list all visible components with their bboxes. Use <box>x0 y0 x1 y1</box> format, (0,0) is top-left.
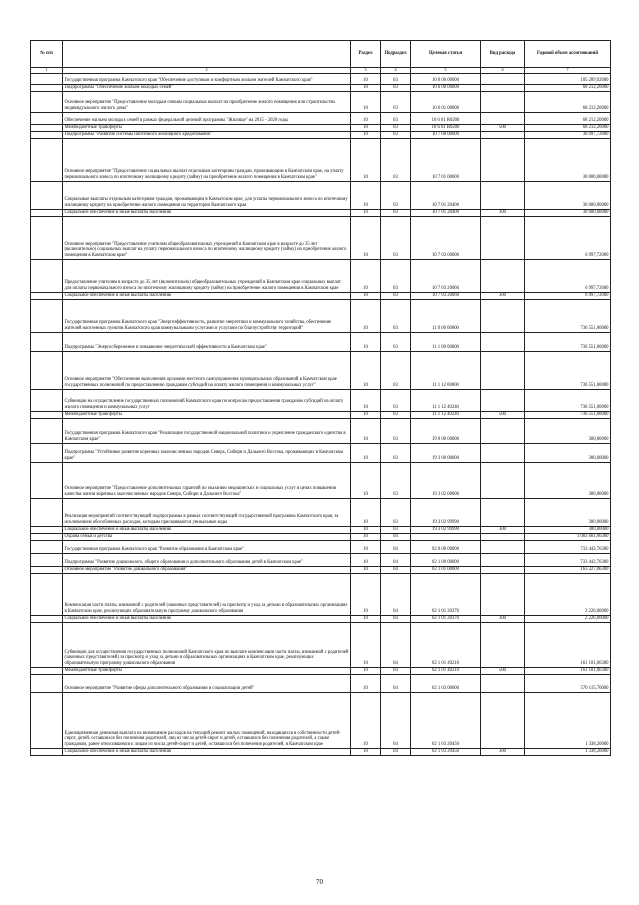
amount-cell: 161 101,06300 <box>525 667 611 674</box>
razdel-cell: 10 <box>351 292 381 299</box>
amount-cell: 68 212,20000 <box>525 84 611 91</box>
table-row <box>31 667 611 674</box>
razdel-cell: 10 <box>351 73 381 84</box>
row-number-cell <box>31 573 63 615</box>
table-row <box>31 216 611 259</box>
podrazdel-cell: 03 <box>381 181 411 209</box>
amount-cell: 300,00000 <box>525 443 611 462</box>
row-number-cell <box>31 498 63 526</box>
target-article-cell: 10 7 03 00000 <box>411 216 481 259</box>
amount-cell: 736 551,00000 <box>525 389 611 411</box>
podrazdel-cell: 03 <box>381 112 411 124</box>
row-number-cell <box>31 389 63 411</box>
amount-cell: 736 551,00000 <box>525 332 611 351</box>
razdel-cell: 10 <box>351 209 381 216</box>
row-number-cell <box>31 84 63 91</box>
podrazdel-cell: 03 <box>381 292 411 299</box>
razdel-cell: 10 <box>351 332 381 351</box>
target-article-cell: 10 6 01 R0200 <box>411 124 481 131</box>
column-number: 6 <box>481 68 525 74</box>
table-row <box>31 443 611 462</box>
podrazdel-cell: 04 <box>381 674 411 692</box>
expense-type-cell <box>481 299 525 332</box>
column-number: 3 <box>351 68 381 74</box>
target-article-cell: 02 1 01 20370 <box>411 573 481 615</box>
razdel-cell: 10 <box>351 124 381 131</box>
table-row <box>31 131 611 138</box>
table-row <box>31 91 611 112</box>
amount-cell: 2 226,00000 <box>525 615 611 622</box>
expense-type-cell <box>481 622 525 667</box>
row-number-cell <box>31 131 63 138</box>
podrazdel-cell: 04 <box>381 692 411 748</box>
expense-type-cell <box>481 573 525 615</box>
row-name-cell: Субвенции на осуществление государственных полномочий Камчатского края по вопросам предоставления гражданам субсидий на оплату жилого помещения и коммунальных услуг <box>63 389 351 411</box>
razdel-cell: 10 <box>351 112 381 124</box>
table-row <box>31 124 611 131</box>
amount-cell: 733 442,76300 <box>525 540 611 553</box>
expense-type-cell <box>481 462 525 498</box>
podrazdel-cell: 03 <box>381 462 411 498</box>
row-number-cell <box>31 351 63 389</box>
row-name-cell: Подпрограмма "Обеспечение жильем молодых семей" <box>63 84 351 91</box>
expense-type-cell <box>481 498 525 526</box>
target-article-cell: 10 7 01 20400 <box>411 181 481 209</box>
razdel-cell: 10 <box>351 84 381 91</box>
table-row <box>31 553 611 566</box>
row-name-cell: Основное мероприятие "Обеспечение выполнения органами местного самоуправления муниципальных образований в Камчатском крае государственных полномочий по предоставлению гражданам субсидий на оплату жилого помещения и коммунальных услуг" <box>63 351 351 389</box>
amount-cell: 105 209,92000 <box>525 73 611 84</box>
expense-type-cell <box>481 91 525 112</box>
row-number-cell <box>31 553 63 566</box>
amount-cell: 36 997,72000 <box>525 131 611 138</box>
razdel-cell: 10 <box>351 526 381 533</box>
row-number-cell <box>31 526 63 533</box>
expense-type-cell: 300 <box>481 209 525 216</box>
target-article-cell <box>411 533 481 540</box>
amount-cell: 300,00000 <box>525 498 611 526</box>
amount-cell: 68 212,20000 <box>525 91 611 112</box>
row-name-cell: Подпрограмма "Развитие системы ипотечного жилищного кредитования" <box>63 131 351 138</box>
podrazdel-cell: 03 <box>381 131 411 138</box>
expense-type-cell <box>481 181 525 209</box>
table-row <box>31 181 611 209</box>
expense-type-cell: 300 <box>481 615 525 622</box>
table-row <box>31 84 611 91</box>
row-name-cell: Государственная программа Камчатского края "Обеспечение доступным и комфортным жильем жителей Камчатского края" <box>63 73 351 84</box>
row-name-cell: Основное мероприятие "Предоставление учителям общеобразовательных учреждений в Камчатском крае в возрасте до 35 лет (включительно) социальных выплат на уплату первоначального взноса по ипотечному жилищному кредиту (займу) на приобретение жилого помещения в Камчатском крае" <box>63 216 351 259</box>
razdel-cell: 10 <box>351 443 381 462</box>
column-number: 2 <box>63 68 351 74</box>
row-number-cell <box>31 615 63 622</box>
expense-type-cell <box>481 332 525 351</box>
target-article-cell: 10 7 01 20400 <box>411 209 481 216</box>
row-name-cell: Межбюджетные трансферты <box>63 411 351 418</box>
razdel-cell: 10 <box>351 748 381 755</box>
target-article-cell: 11 1 12 00000 <box>411 351 481 389</box>
table-row <box>31 332 611 351</box>
target-article-cell: 19 3 02 99990 <box>411 526 481 533</box>
row-number-cell <box>31 292 63 299</box>
header-podrazdel: Подраздел <box>381 41 411 68</box>
expense-type-cell: 500 <box>481 667 525 674</box>
amount-cell: 1 338,20000 <box>525 692 611 748</box>
row-number-cell <box>31 112 63 124</box>
amount-cell: 68 212,20000 <box>525 124 611 131</box>
amount-cell: 6 997,72000 <box>525 216 611 259</box>
row-name-cell: Основное мероприятие "Развитие дошкольного образования" <box>63 566 351 573</box>
razdel-cell: 10 <box>351 573 381 615</box>
row-name-cell: Социальное обеспечение и иные выплаты населению <box>63 526 351 533</box>
podrazdel-cell: 04 <box>381 573 411 615</box>
podrazdel-cell: 03 <box>381 498 411 526</box>
podrazdel-cell: 03 <box>381 443 411 462</box>
row-number-cell <box>31 209 63 216</box>
row-name-cell: Компенсация части платы, взимаемой с родителей (законных представителей) за присмотр и уход за детьми в образовательных организациях в Камчатском крае, реализующих образовательную программу дошкольного образования <box>63 573 351 615</box>
row-number-cell <box>31 418 63 443</box>
table-row <box>31 566 611 573</box>
amount-cell: 736 551,00000 <box>525 299 611 332</box>
table-row <box>31 138 611 181</box>
target-article-cell: 10 7 01 00000 <box>411 138 481 181</box>
row-number-cell <box>31 216 63 259</box>
target-article-cell: 02 1 03 20450 <box>411 748 481 755</box>
podrazdel-cell: 03 <box>381 91 411 112</box>
amount-cell: 161 101,06300 <box>525 622 611 667</box>
row-name-cell: Государственная программа Камчатского края "Реализация государственной национальной политики и укрепление гражданского единства в Камчатском крае" <box>63 418 351 443</box>
razdel-cell: 10 <box>351 667 381 674</box>
table-row <box>31 622 611 667</box>
amount-cell: 1 338,20000 <box>525 748 611 755</box>
table-row <box>31 292 611 299</box>
amount-cell: 30 000,00000 <box>525 138 611 181</box>
razdel-cell: 10 <box>351 498 381 526</box>
table-row <box>31 748 611 755</box>
row-name-cell: Подпрограмма "Энергосбережение и повышение энергетической эффективности в Камчатском крае" <box>63 332 351 351</box>
expense-type-cell <box>481 566 525 573</box>
row-name-cell: Предоставление учителям в возрасте до 35 лет (включительно) общеобразовательных учреждений в Камчатском крае социальных выплат для оплаты первоначального взноса по ипотечному жилищному кредиту (займу) на приобретение жилого помещения в Камчатском крае <box>63 259 351 292</box>
row-name-cell: Охрана семьи и детства <box>63 533 351 540</box>
expense-type-cell: 300 <box>481 292 525 299</box>
amount-cell: 6 997,72000 <box>525 259 611 292</box>
amount-cell: 733 442,76300 <box>525 553 611 566</box>
table-row <box>31 299 611 332</box>
amount-cell: 2 226,00000 <box>525 573 611 615</box>
expense-type-cell: 500 <box>481 411 525 418</box>
expense-type-cell <box>481 540 525 553</box>
budget-table <box>30 40 611 756</box>
header-razdel: Раздел <box>351 41 381 68</box>
row-name-cell: Межбюджетные трансферты <box>63 124 351 131</box>
expense-type-cell: 300 <box>481 748 525 755</box>
podrazdel-cell: 03 <box>381 351 411 389</box>
razdel-cell: 10 <box>351 181 381 209</box>
table-row <box>31 112 611 124</box>
target-article-cell: 02 1 01 00000 <box>411 566 481 573</box>
header-annual-amount: Годовой объем ассигнований <box>525 41 611 68</box>
row-name-cell: Обеспечение жильем молодых семей в рамках федеральной целевой программы "Жилище" на 2015 - 2020 годы <box>63 112 351 124</box>
row-number-cell <box>31 332 63 351</box>
row-number-cell <box>31 124 63 131</box>
row-number-cell <box>31 462 63 498</box>
header-expense-type: Вид расхода <box>481 41 525 68</box>
podrazdel-cell: 04 <box>381 622 411 667</box>
row-number-cell <box>31 259 63 292</box>
header-row <box>31 41 611 68</box>
table-row <box>31 209 611 216</box>
table-row <box>31 389 611 411</box>
amount-cell: 570 115,70000 <box>525 674 611 692</box>
target-article-cell: 02 1 03 20450 <box>411 692 481 748</box>
expense-type-cell <box>481 131 525 138</box>
expense-type-cell <box>481 138 525 181</box>
row-name-cell: Межбюджетные трансферты <box>63 667 351 674</box>
podrazdel-cell: 03 <box>381 332 411 351</box>
row-number-cell <box>31 667 63 674</box>
row-number-cell <box>31 181 63 209</box>
expense-type-cell <box>481 112 525 124</box>
podrazdel-cell: 04 <box>381 667 411 674</box>
razdel-cell: 10 <box>351 216 381 259</box>
table-row <box>31 615 611 622</box>
table-row <box>31 498 611 526</box>
budget-table-body <box>31 73 611 755</box>
razdel-cell: 10 <box>351 462 381 498</box>
column-number: 1 <box>31 68 63 74</box>
podrazdel-cell: 03 <box>381 216 411 259</box>
table-row <box>31 418 611 443</box>
razdel-cell: 10 <box>351 131 381 138</box>
podrazdel-cell: 03 <box>381 411 411 418</box>
amount-cell: 68 212,20000 <box>525 112 611 124</box>
razdel-cell: 10 <box>351 351 381 389</box>
row-number-cell <box>31 138 63 181</box>
target-article-cell: 02 0 00 00000 <box>411 540 481 553</box>
row-name-cell: Государственная программа Камчатского края "Энергоэффективность, развитие энергетики и коммунального хозяйства, обеспечение жителей населенных пунктов Камчатского края коммунальными услугами и услугами по благоустройству территорий" <box>63 299 351 332</box>
expense-type-cell <box>481 73 525 84</box>
target-article-cell: 02 1 03 00000 <box>411 674 481 692</box>
table-row <box>31 533 611 540</box>
row-name-cell: Основное мероприятие "Развитие сферы дополнительного образования и социализации детей" <box>63 674 351 692</box>
header-number: № п/п <box>31 41 63 68</box>
amount-cell: 163 327,06300 <box>525 566 611 573</box>
podrazdel-cell: 03 <box>381 84 411 91</box>
target-article-cell: 02 1 01 40210 <box>411 622 481 667</box>
expense-type-cell <box>481 351 525 389</box>
row-name-cell: Социальное обеспечение и иные выплаты населению <box>63 292 351 299</box>
podrazdel-cell: 04 <box>381 533 411 540</box>
row-number-cell <box>31 566 63 573</box>
target-article-cell: 10 7 03 20060 <box>411 292 481 299</box>
expense-type-cell <box>481 674 525 692</box>
target-article-cell: 19 3 02 00000 <box>411 462 481 498</box>
expense-type-cell <box>481 389 525 411</box>
row-name-cell: Социальное обеспечение и иные выплаты населению <box>63 209 351 216</box>
podrazdel-cell: 03 <box>381 209 411 216</box>
row-number-cell <box>31 540 63 553</box>
expense-type-cell <box>481 533 525 540</box>
expense-type-cell: 500 <box>481 124 525 131</box>
razdel-cell: 10 <box>351 692 381 748</box>
amount-cell: 1 083 681,06300 <box>525 533 611 540</box>
target-article-cell: 11 1 00 00000 <box>411 332 481 351</box>
table-row <box>31 674 611 692</box>
target-article-cell: 11 0 00 00000 <box>411 299 481 332</box>
target-article-cell: 11 1 12 40240 <box>411 411 481 418</box>
razdel-cell: 10 <box>351 553 381 566</box>
table-row <box>31 462 611 498</box>
expense-type-cell <box>481 84 525 91</box>
razdel-cell: 10 <box>351 91 381 112</box>
row-name-cell: Социальное обеспечение и иные выплаты населению <box>63 615 351 622</box>
razdel-cell: 10 <box>351 299 381 332</box>
row-name-cell: Социальное обеспечение и иные выплаты населению <box>63 748 351 755</box>
row-number-cell <box>31 443 63 462</box>
expense-type-cell <box>481 259 525 292</box>
razdel-cell: 10 <box>351 615 381 622</box>
table-row <box>31 351 611 389</box>
table-row <box>31 411 611 418</box>
razdel-cell: 10 <box>351 566 381 573</box>
target-article-cell: 10 0 00 00000 <box>411 73 481 84</box>
amount-cell: 736 551,00000 <box>525 411 611 418</box>
amount-cell: 30 000,00000 <box>525 209 611 216</box>
razdel-cell: 10 <box>351 533 381 540</box>
expense-type-cell <box>481 443 525 462</box>
row-name-cell: Основное мероприятие "Предоставление социальных выплат отдельным категориям граждан, проживающим в Камчатском крае, на уплату первоначального взноса по ипотечному жилищному кредиту (займу) на приобретение жилого помещения в Камчатском крае" <box>63 138 351 181</box>
podrazdel-cell: 03 <box>381 138 411 181</box>
expense-type-cell <box>481 692 525 748</box>
row-name-cell: Единовременная денежная выплата на возмещение расходов на текущий ремонт жилых помещений, находящихся в собственности детей-сирот, детей, оставшихся без попечения родителей, лиц из числа детей-сирот и детей, оставшихся без попечения родителей, а также гражданам, ранее относившимся к лицам из числа детей-сирот и детей, оставшихся без попечения родителей, в Камчатском крае <box>63 692 351 748</box>
razdel-cell: 10 <box>351 418 381 443</box>
target-article-cell: 19 0 00 00000 <box>411 418 481 443</box>
table-row <box>31 259 611 292</box>
target-article-cell: 10 7 00 00000 <box>411 131 481 138</box>
row-number-cell <box>31 91 63 112</box>
target-article-cell: 02 1 01 40210 <box>411 667 481 674</box>
razdel-cell: 10 <box>351 259 381 292</box>
row-name-cell: Социальные выплаты отдельным категориям граждан, проживающим в Камчатском крае, для уплаты первоначального взноса по ипотечному жилищному кредиту на приобретение жилого помещения на территории Камчатского края <box>63 181 351 209</box>
row-name-cell: Подпрограмма "Устойчивое развитие коренных малочисленных народов Севера, Сибири и Дальнего Востока, проживающих в Камчатском крае" <box>63 443 351 462</box>
amount-cell: 300,00000 <box>525 462 611 498</box>
podrazdel-cell: 04 <box>381 540 411 553</box>
podrazdel-cell: 03 <box>381 259 411 292</box>
row-number-cell <box>31 533 63 540</box>
table-row <box>31 73 611 84</box>
podrazdel-cell: 04 <box>381 615 411 622</box>
row-name-cell: Субвенции для осуществления государственных полномочий Камчатского края по выплате компенсации части платы, взимаемой с родителей (законных представителей) за присмотр и уход за детьми в образовательных организациях в Камчатском крае, реализующих образовательную программу дошкольного образования <box>63 622 351 667</box>
row-name-cell: Подпрограмма "Развитие дошкольного, общего образования и дополнительного образования детей в Камчатском крае" <box>63 553 351 566</box>
target-article-cell: 19 3 02 99990 <box>411 498 481 526</box>
row-number-cell <box>31 622 63 667</box>
column-number: 4 <box>381 68 411 74</box>
podrazdel-cell: 03 <box>381 418 411 443</box>
header-name <box>63 41 351 68</box>
table-row <box>31 692 611 748</box>
target-article-cell: 10 6 01 00000 <box>411 91 481 112</box>
razdel-cell: 10 <box>351 411 381 418</box>
table-row <box>31 526 611 533</box>
target-article-cell: 10 7 03 20060 <box>411 259 481 292</box>
podrazdel-cell: 04 <box>381 553 411 566</box>
column-number: 7 <box>525 68 611 74</box>
target-article-cell: 02 1 01 20370 <box>411 615 481 622</box>
page-number: 70 <box>316 878 323 886</box>
target-article-cell: 02 1 00 00000 <box>411 553 481 566</box>
row-number-cell <box>31 674 63 692</box>
razdel-cell: 10 <box>351 138 381 181</box>
row-name-cell: Реализация мероприятий соответствующей подпрограммы в рамках соответствующей государственной программы Камчатского края, за исключением обособленных расходов, которым присваиваются уникальные коды <box>63 498 351 526</box>
podrazdel-cell: 03 <box>381 389 411 411</box>
row-number-cell <box>31 748 63 755</box>
podrazdel-cell: 03 <box>381 526 411 533</box>
amount-cell: 736 551,00000 <box>525 351 611 389</box>
razdel-cell: 10 <box>351 540 381 553</box>
target-article-cell: 10 6 01 R0200 <box>411 112 481 124</box>
row-name-cell: Основное мероприятие "Предоставление молодым семьям социальных выплат на приобретение жилого помещения или строительство индивидуального жилого дома" <box>63 91 351 112</box>
expense-type-cell <box>481 418 525 443</box>
column-number: 5 <box>411 68 481 74</box>
podrazdel-cell: 03 <box>381 73 411 84</box>
expense-type-cell <box>481 216 525 259</box>
row-name-cell: Государственная программа Камчатского края "Развитие образования в Камчатском крае" <box>63 540 351 553</box>
razdel-cell: 10 <box>351 389 381 411</box>
amount-cell: 6 997,72000 <box>525 292 611 299</box>
row-number-cell <box>31 299 63 332</box>
podrazdel-cell: 03 <box>381 124 411 131</box>
row-number-cell <box>31 692 63 748</box>
row-number-cell <box>31 73 63 84</box>
razdel-cell: 10 <box>351 674 381 692</box>
table-row <box>31 573 611 615</box>
expense-type-cell <box>481 553 525 566</box>
razdel-cell: 10 <box>351 622 381 667</box>
table-row <box>31 540 611 553</box>
amount-cell: 300,00000 <box>525 526 611 533</box>
podrazdel-cell: 04 <box>381 566 411 573</box>
row-name-cell: Основное мероприятие "Предоставление дополнительных гарантий по оказанию медицинских и социальных услуг в целях повышения качества жизни коренных малочисленных народов Севера, Сибири и Дальнего Востока" <box>63 462 351 498</box>
expense-type-cell: 300 <box>481 526 525 533</box>
amount-cell: 300,00000 <box>525 418 611 443</box>
header-target-article: Целевая статья <box>411 41 481 68</box>
target-article-cell: 10 6 00 00000 <box>411 84 481 91</box>
row-number-cell <box>31 411 63 418</box>
podrazdel-cell: 04 <box>381 748 411 755</box>
target-article-cell: 11 1 12 40240 <box>411 389 481 411</box>
podrazdel-cell: 03 <box>381 299 411 332</box>
amount-cell: 30 000,00000 <box>525 181 611 209</box>
target-article-cell: 19 3 00 00000 <box>411 443 481 462</box>
